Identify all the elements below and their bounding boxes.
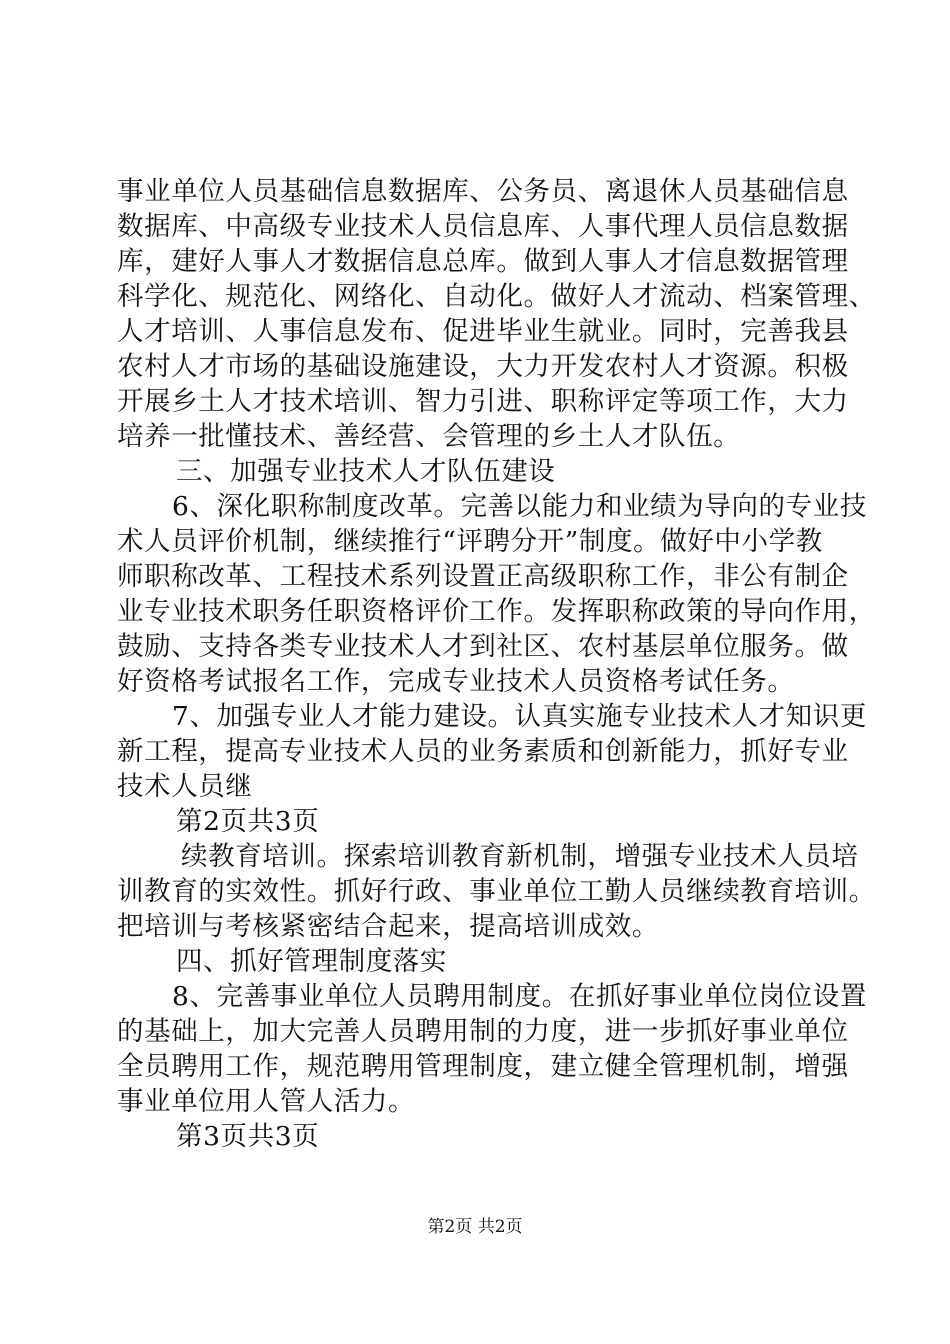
body-line: 鼓励、支持各类专业技术人才到社区、农村基层单位服务。做	[117, 631, 849, 662]
body-line: 把培训与考核紧密结合起来，提高培训成效。	[117, 911, 659, 942]
body-line: 8、完善事业单位人员聘用制度。在抓好事业单位岗位设置	[172, 981, 867, 1012]
body-line: 人才培训、人事信息发布、促进毕业生就业。同时，完善我县	[117, 316, 849, 347]
body-line: 的基础上，加大完善人员聘用制的力度，进一步抓好事业单位	[117, 1016, 849, 1047]
body-line: 7、加强专业人才能力建设。认真实施专业技术人才知识更	[172, 701, 867, 732]
body-line: 事业单位人员基础信息数据库、公务员、离退休人员基础信息	[117, 176, 849, 207]
section-heading: 三、加强专业技术人才队伍建设	[176, 456, 556, 487]
body-line: 续教育培训。探索培训教育新机制，增强专业技术人员培	[181, 841, 859, 872]
body-line: 师职称改革、工程技术系列设置正高级职称工作，非公有制企	[117, 561, 849, 592]
body-line: 6、深化职称制度改革。完善以能力和业绩为导向的专业技	[172, 491, 867, 522]
body-line: 库，建好人事人才数据信息总库。做到人事人才信息数据管理	[117, 246, 849, 277]
body-line: 新工程，提高专业技术人员的业务素质和创新能力，抓好专业	[117, 736, 849, 767]
section-heading: 四、抓好管理制度落实	[176, 946, 447, 977]
inline-page-marker: 第3页共3页	[176, 1121, 320, 1152]
body-line: 训教育的实效性。抓好行政、事业单位工勤人员继续教育培训。	[117, 876, 876, 907]
body-line: 科学化、规范化、网络化、自动化。做好人才流动、档案管理、	[117, 281, 876, 312]
inline-page-marker: 第2页共3页	[176, 806, 320, 837]
body-line: 数据库、中高级专业技术人员信息库、人事代理人员信息数据	[117, 211, 849, 242]
body-line: 培养一批懂技术、善经营、会管理的乡土人才队伍。	[117, 421, 741, 452]
body-line: 好资格考试报名工作，完成专业技术人员资格考试任务。	[117, 666, 795, 697]
body-line: 事业单位用人管人活力。	[117, 1086, 416, 1117]
body-line: 开展乡土人才技术培训、智力引进、职称评定等项工作，大力	[117, 386, 849, 417]
body-line: 业专业技术职务任职资格评价工作。发挥职称政策的导向作用，	[117, 596, 876, 627]
body-line: 农村人才市场的基础设施建设，大力开发农村人才资源。积极	[117, 351, 849, 382]
body-line: 技术人员继	[117, 771, 253, 802]
body-line: 全员聘用工作，规范聘用管理制度，建立健全管理机制，增强	[117, 1051, 849, 1082]
page-footer: 第2页 共2页	[427, 1217, 523, 1237]
body-line: 术人员评价机制，继续推行“评聘分开”制度。做好中小学教	[117, 526, 823, 557]
